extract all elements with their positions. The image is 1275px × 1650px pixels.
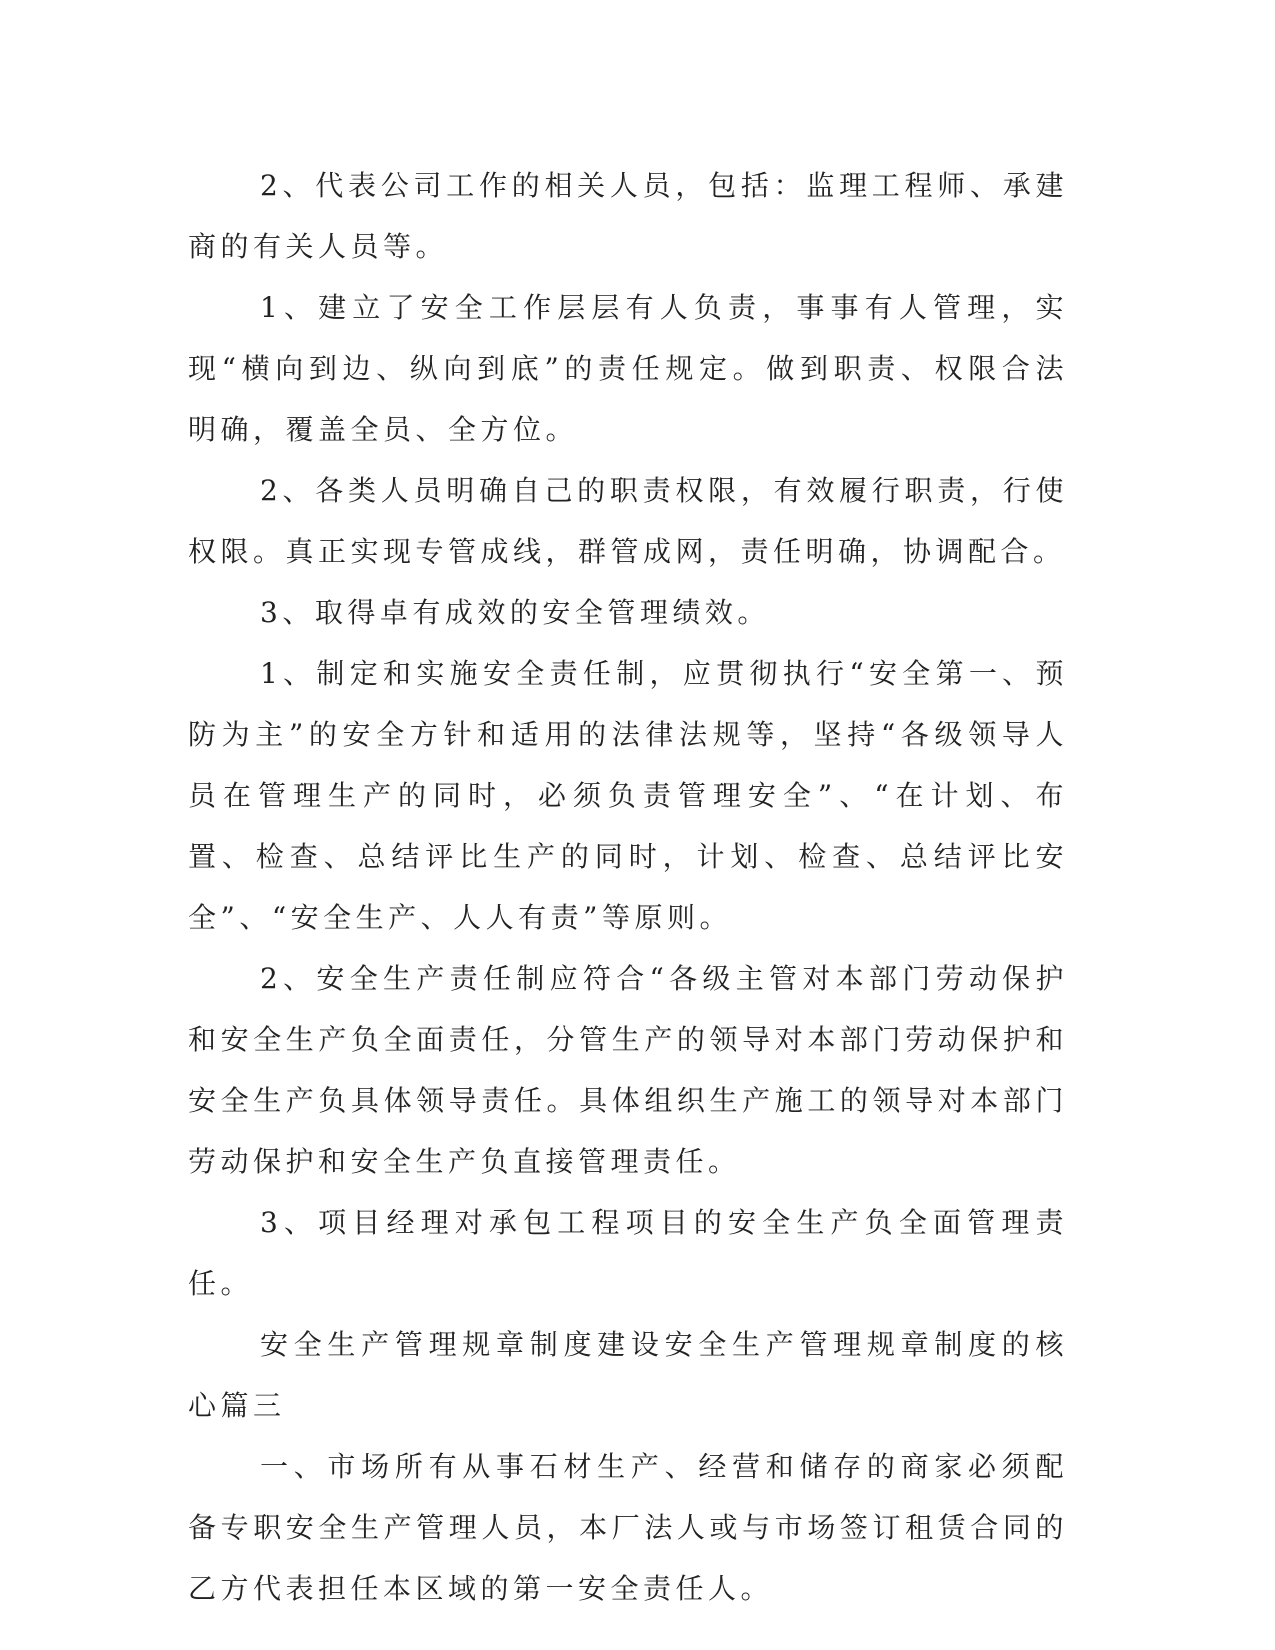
paragraph: 一、市场所有从事石材生产、经营和储存的商家必须配备专职安全生产管理人员，本厂法人或与市场签订租赁合同的乙方代表担任本区域的第一安全责任人。	[188, 1450, 1068, 1605]
paragraph: 1、制定和实施安全责任制，应贯彻执行“安全第一、预防为主”的安全方针和适用的法律法规等，坚持“各级领导人员在管理生产的同时，必须负责管理安全”、“在计划、布置、检查、总结评比生产的同时，计划、检查、总结评比安全”、“安全生产、人人有责”等原则。	[188, 657, 1068, 934]
paragraph: 2、安全生产责任制应符合“各级主管对本部门劳动保护和安全生产负全面责任，分管生产的领导对本部门劳动保护和安全生产负具体领导责任。具体组织生产施工的领导对本部门劳动保护和安全生产负直接管理责任。	[188, 962, 1068, 1178]
paragraph: 1、建立了安全工作层层有人负责，事事有人管理，实现“横向到边、纵向到底”的责任规定。做到职责、权限合法明确，覆盖全员、全方位。	[188, 291, 1068, 446]
paragraph: 3、项目经理对承包工程项目的安全生产负全面管理责任。	[188, 1206, 1068, 1300]
paragraph: 2、各类人员明确自己的职责权限，有效履行职责，行使权限。真正实现专管成线，群管成网，责任明确，协调配合。	[188, 474, 1068, 568]
document-body	[188, 155, 1068, 1619]
section-heading: 安全生产管理规章制度建设安全生产管理规章制度的核心篇三	[188, 1328, 1068, 1422]
paragraph: 3、取得卓有成效的安全管理绩效。	[260, 596, 770, 629]
paragraph: 2、代表公司工作的相关人员，包括：监理工程师、承建商的有关人员等。	[188, 169, 1068, 263]
